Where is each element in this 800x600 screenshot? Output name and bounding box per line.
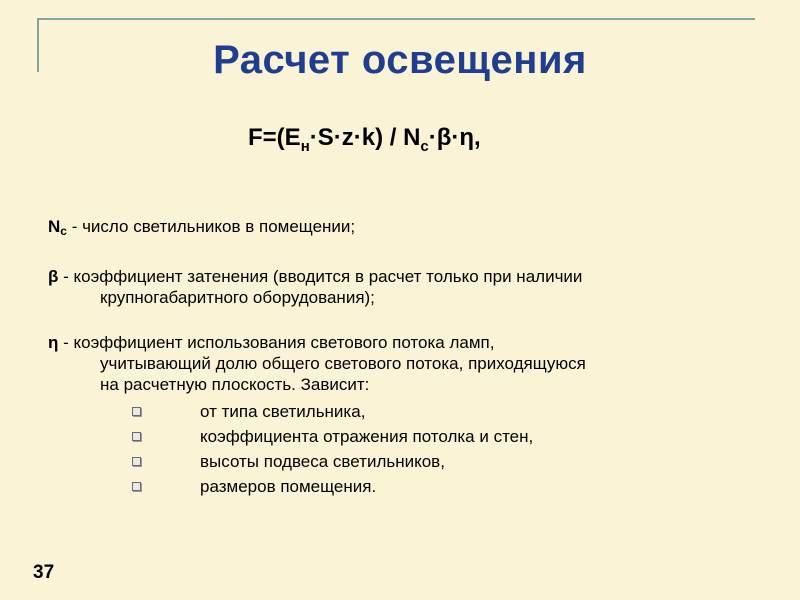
list-item-text: коэффициента отражения потолка и стен, bbox=[200, 427, 534, 446]
square-bullet-icon bbox=[132, 407, 141, 416]
page-number: 37 bbox=[33, 562, 55, 583]
square-bullet-icon bbox=[132, 457, 141, 466]
formula-sub-1: н bbox=[300, 138, 310, 155]
definition-symbol bbox=[48, 217, 67, 236]
formula-sub-2: c bbox=[420, 138, 429, 155]
list-item bbox=[48, 474, 768, 499]
formula bbox=[248, 124, 481, 155]
definition-text: - коэффициент затенения (вводится в расчет только при наличии bbox=[58, 267, 583, 286]
formula-part-3: ·β·η, bbox=[428, 124, 481, 151]
list-item-text: высоты подвеса светильников, bbox=[200, 452, 445, 471]
square-bullet-icon bbox=[132, 482, 141, 491]
definition-nc bbox=[48, 216, 768, 242]
definition-eta bbox=[48, 332, 768, 395]
definition-text: - коэффициент использования светового потока ламп, bbox=[58, 333, 495, 352]
symbol-subscript: c bbox=[60, 224, 67, 238]
frame-line-top bbox=[37, 18, 755, 20]
definition-symbol: η bbox=[48, 333, 59, 352]
list-item bbox=[48, 399, 768, 424]
definition-text-cont: учитывающий долю общего светового потока, приходящуюся bbox=[100, 354, 586, 373]
definitions bbox=[48, 216, 768, 499]
square-bullet-icon bbox=[132, 432, 141, 441]
list-item bbox=[48, 424, 768, 449]
formula-part-2: ·S·z·k) / N bbox=[309, 124, 421, 151]
list-item bbox=[48, 449, 768, 474]
slide-title: Расчет освещения bbox=[213, 38, 587, 82]
definition-text: - число светильников в помещении; bbox=[66, 217, 356, 236]
symbol-text: N bbox=[48, 217, 61, 236]
definition-text-cont: крупногабаритного оборудования); bbox=[100, 288, 375, 307]
definition-beta bbox=[48, 266, 768, 308]
list-item-text: от типа светильника, bbox=[200, 402, 366, 421]
list-item-text: размеров помещения. bbox=[200, 477, 377, 496]
dependency-list bbox=[48, 399, 768, 499]
definition-symbol: β bbox=[48, 267, 59, 286]
formula-part-1: F=(E bbox=[248, 124, 301, 151]
definition-text-cont: на расчетную плоскость. Зависит: bbox=[100, 375, 370, 394]
